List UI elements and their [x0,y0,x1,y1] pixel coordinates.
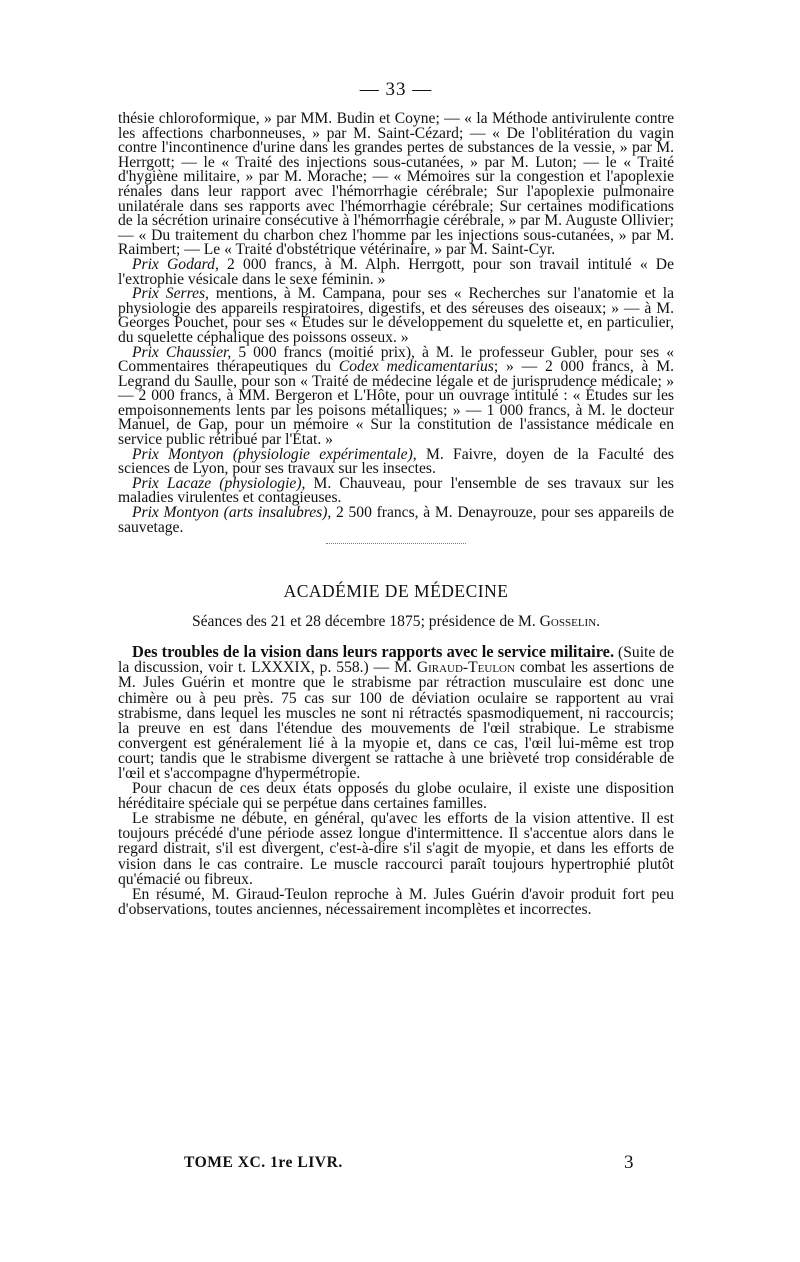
prize-text: 2 500 francs, à M. Denayrouze, pour ses appareils de sauvetage. [118,504,674,536]
paragraph-prix-serres [118,287,674,345]
paragraph-prix-lacaze [118,474,674,507]
paragraph: thésie chloroformique, » par MM. Budin et Coyne; — « la Méthode antivirulente contre les affections charbonneuses, » par M. Saint-Cézard; — « De l'oblitération du vagin contre l'incontinence d'urine dans les grandes pertes de substances de la vessie, » par M. Herrgott; — le « Traité des injections sous-cutanées, » par M. Luton; — le « Traité d'hygiène militaire, » par M. Morache; — « Mémoires sur la congestion et l'apoplexie rénales dans leur rapport avec l'hémorrhagie cérébrale; Sur l'apoplexie pulmonaire unilatérale dans ses rapports avec l'hémorrhagie cérébrale; Sur certaines modifications de la sécrétion urinaire consécutive à l'hémorrhagie cérébrale, » par M. Auguste Ollivier; — « Du traitement du charbon chez l'homme par les injections sous-cutanées, » par M. Raimbert; — Le « Traité d'obstétrique vétérinaire, » par M. Saint-Cyr. [118,110,674,259]
session-text: Séances des 21 et 28 décembre 1875; présidence de M. [191,613,540,631]
paragraph-prix-montyon-arts [118,506,674,535]
paragraph-prix-godard [118,255,674,288]
article-paragraph: Pour chacun de ces deux états opposés du globe oculaire, il existe une disposition héréditaire spéciale qui se perpétue dans certaines familles. [118,780,674,813]
prize-name: Prix Montyon (arts insalubres), [132,504,332,522]
article [118,644,674,917]
prize-text: 2 000 francs, à M. Alph. Herrgott, pour son travail intitulé « De l'extrophie vésicale dans le sexe féminin. » [118,255,674,288]
paragraph-prix-montyon-physiologie [118,445,674,478]
prize-name: Prix Serres, [132,285,209,303]
prize-text: M. Chauveau, pour l'ensemble de ses travaux sur les maladies virulentes et contagieuses. [118,474,674,507]
prize-text: ; » — 2 000 francs, à M. Legrand du Saulle, pour son « Traité de médecine légale et de jurisprudence médicale; » — 2 000 francs, à MM. Bergeron et L'Hôte, pour un ouvrage intitulé : « Études sur les empoisonnements lents par les poisons métalliques; » — 1 000 francs, à M. le docteur Manuel, de Gap, pour un mémoire « Sur la constitution de l'assistance médicale en service public rétribué par l'État. » [118,358,674,449]
document-page [118,78,674,917]
prize-name: Prix Godard, [132,255,219,273]
article-paragraph: Le strabisme ne débute, en général, qu'avec les efforts de la vision attentive. Il est toujours précédé d'une période assez longue d'intermittence. Il s'accentue alors dans le regard distrait, s'il est divergent, c'est-à-dire s'il s'agit de myopie, et dans les efforts de vision dans le cas contraire. Le muscle raccourci paraît toujours hypertrophié plutôt qu'émacié ou fibreux. [118,810,674,888]
article-paragraph: En résumé, M. Giraud-Teulon reproche à M. Jules Guérin d'avoir produit fort peu d'observations, toutes anciennes, nécessairement incomplètes et incorrectes. [118,885,674,918]
prize-text: 5 000 francs (moitié prix), à M. le professeur Gubler, pour ses « Commentaires thérapeutiques du [118,343,674,376]
prize-text: mentions, à M. Campana, pour ses « Recherches sur l'anatomie et la physiologie des appareils respiratoires, digestifs, et des séreuses des oiseaux; » — à M. Georges Pouchet, pour ses « Études sur le développement du squelette et, en particulier, du squelette céphalique des poissons osseux. » [118,285,674,346]
speaker-name: Giraud-Teulon [416,659,515,677]
session-end: . [596,613,601,631]
prize-name: Prix Lacaze (physiologie), [132,474,306,492]
codex-title: Codex medicamentarius [338,358,494,376]
article-intro: (Suite de la discussion, voir t. LXXXIX, p. 558.) — M. [118,644,674,677]
session-line [118,612,674,632]
prize-name: Prix Chaussier, [132,343,232,361]
article-title: Des troubles de la vision dans leurs rapports avec le service militaire. [132,642,615,662]
prize-text: M. Faivre, doyen de la Faculté des sciences de Lyon, pour ses travaux sur les insectes. [118,445,674,478]
paragraph-prix-chaussier [118,343,674,449]
page-number: — 33 — [359,79,433,100]
article-paragraph [118,644,674,781]
article-text: combat les assertions de M. Jules Guérin et montre que le strabisme par rétraction musculaire est donc une chimère ou à peu près. 75 cas sur 100 de déviation oculaire se rapportent au vrai strabisme, dans lequel les muscles ne sont ni rétractés spasmodiquement, ni raccourcis; la preuve en est dans l'étendue des mouvements de l'œil strabique. Le strabisme convergent est généralement lié à la myopie et, dans ce cas, l'œil lui-même est trop court; tandis que le strabisme divergent se rattache à une brièveté trop considérable de l'œil et s'accompagne d'hypermétropie. [118,659,674,782]
section-divider [326,543,466,544]
volume-signature: TOME XC. 1re LIVR. [184,1154,343,1171]
sheet-number: 3 [624,1152,634,1173]
prize-name: Prix Montyon (physiologie expérimentale), [132,445,417,463]
prize-list-section [118,112,674,535]
president-name: Gosselin [539,613,597,631]
academy-heading: ACADÉMIE DE MÉDECINE [283,581,509,602]
